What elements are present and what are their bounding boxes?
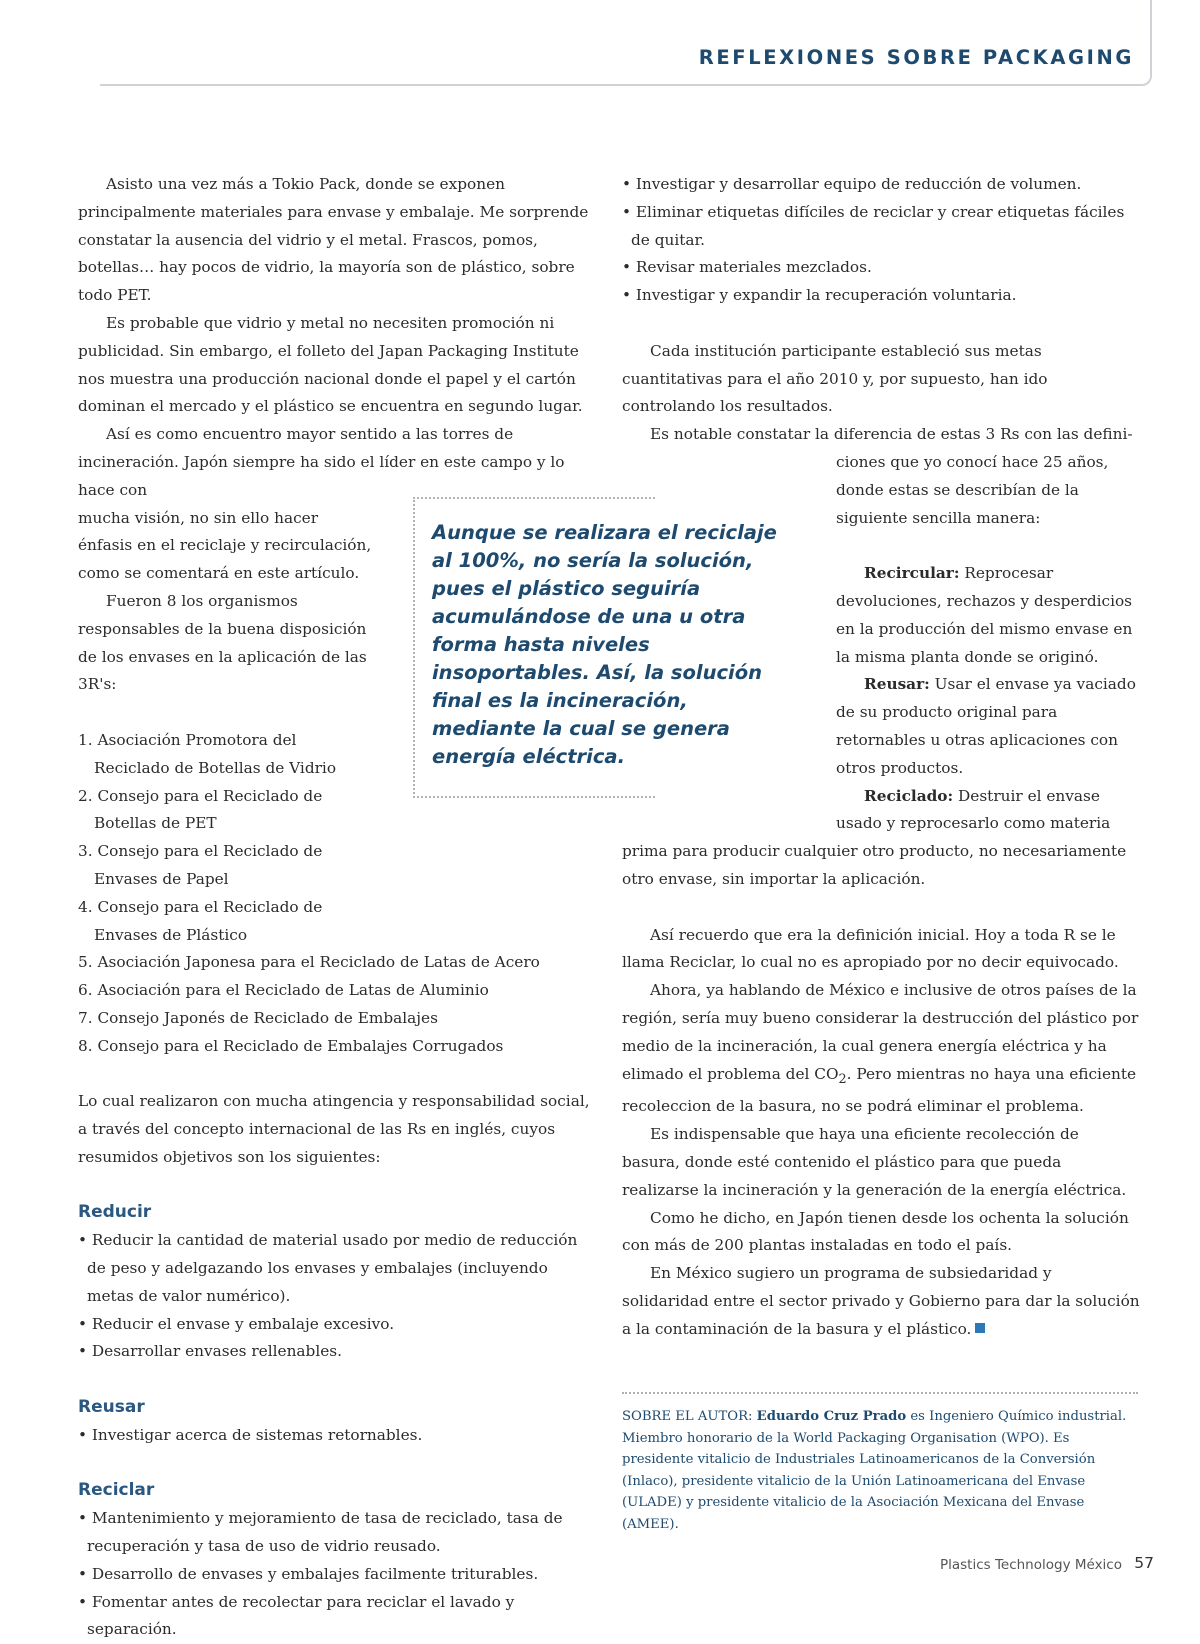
list-item: • Desarrollo de envases y embalajes facilmente triturables.: [78, 1564, 539, 1583]
paragraph: En México sugiero un programa de subsiedaridad y solidaridad entre el sector privado y Gobierno para dar la solución a la contaminación de la basura y el plástico.: [622, 1264, 1140, 1338]
end-mark-icon: [975, 1323, 985, 1333]
list-item: • Eliminar etiquetas difíciles de reciclar y crear etiquetas fáciles de quitar.: [622, 202, 1125, 249]
subheading-reducir: Reducir: [78, 1202, 152, 1223]
paragraph: Asisto una vez más a Tokio Pack, donde se exponen principalmente materiales para envase y embalaje. Me sorprende constatar la ausencia del vidrio y el metal. Frascos, pomos, botellas… hay pocos de vidrio, la mayoría son de plástico, sobre todo PET.: [78, 175, 589, 305]
list-item: • Investigar y desarrollar equipo de reducción de volumen.: [622, 175, 1082, 193]
paragraph: mucha visión, no sin ello hacer énfasis en el reciclaje y recirculación, como se comentará en este artículo.: [78, 508, 372, 583]
organisms-list-continued: [78, 949, 590, 1060]
subheading-reciclar: Reciclar: [78, 1480, 155, 1501]
header-frame: [100, 0, 1152, 86]
paragraph: Es notable constatar la diferencia de estas 3 Rs con las defini-: [650, 425, 1133, 444]
list-item: 6. Asociación para el Reciclado de Latas de Aluminio: [78, 981, 489, 1000]
list-item: 4. Consejo para el Reciclado de Envases de Plástico: [78, 897, 323, 944]
subheading-reusar: Reusar: [78, 1397, 145, 1418]
list-item: • Investigar acerca de sistemas retornables.: [78, 1425, 423, 1444]
list-item: 8. Consejo para el Reciclado de Embalajes Corrugados: [78, 1036, 504, 1055]
publication-name: Plastics Technology México: [939, 1557, 1122, 1573]
list-item: • Reducir el envase y embalaje excesivo.: [78, 1314, 395, 1333]
paragraph: Como he dicho, en Japón tienen desde los ochenta la solución con más de 200 plantas instaladas en todo el país.: [622, 1208, 1129, 1255]
definition-reciclado: Reciclado: Destruir el envase usado y reprocesarlo como materia: [836, 786, 1111, 833]
author-name: Eduardo Cruz Prado: [756, 1409, 907, 1424]
definition-term: Reusar:: [864, 675, 930, 694]
list-item: 1. Asociación Promotora del Reciclado de Botellas de Vidrio: [78, 730, 337, 777]
pull-quote: Aunque se realizara el reciclaje al 100%, no sería la solución, pues el plástico seguiría acumulándose de una u otra forma hasta niveles insoportables. Así, la solución final es la incineración, mediante la cual se genera energía eléctrica.: [432, 521, 777, 768]
list-item: • Desarrollar envases rellenables.: [78, 1342, 342, 1361]
paragraph: Lo cual realizaron con mucha atingencia y responsabilidad social, a través del concepto internacional de las Rs en inglés, cuyos resumidos objetivos son los siguientes:: [78, 1092, 590, 1166]
paragraph: Así recuerdo que era la definición inicial. Hoy a toda R se le llama Reciclar, lo cual no es apropiado por no decir equivocado.: [622, 925, 1119, 972]
list-item: 7. Consejo Japonés de Reciclado de Embalajes: [78, 1008, 438, 1027]
paragraph: Ahora, ya hablando de México e inclusive de otros países de la región, sería muy bueno considerar la destrucción del plástico por medio de la incineración, la cual genera energía eléctrica y ha elimado el problema del $CO_2$. Pero mientras no haya una eficiente recoleccion de la basura, no se podrá eliminar el problema.: [622, 981, 1139, 1116]
list-item: • Mantenimiento y mejoramiento de tasa de reciclado, tasa de recuperación y tasa de uso de vidrio reusado.: [78, 1509, 563, 1556]
list-item: 3. Consejo para el Reciclado de Envases de Papel: [78, 842, 323, 888]
page-number: 57: [1134, 1554, 1154, 1572]
definition-term: Reciclado:: [864, 786, 954, 805]
right-column: [622, 171, 1140, 1344]
paragraph: Así es como encuentro mayor sentido a las torres de incineración. Japón siempre ha sido el líder en este campo y lo hace con: [78, 425, 565, 499]
paragraph: Fueron 8 los organismos responsables de la buena disposición de los envases en la aplicación de las 3R's:: [78, 591, 367, 694]
definition-reusar: Reusar: Usar el envase ya vaciado de su producto original para retornables u otras aplicaciones con otros productos.: [836, 675, 1136, 777]
paragraph: prima para producir cualquier otro producto, no necesariamente otro envase, sin importar la aplicación.: [622, 842, 1127, 888]
author-bio: SOBRE EL AUTOR: Eduardo Cruz Prado es Ingeniero Químico industrial. Miembro honorario de la World Packaging Organisation (WPO). Es presidente vitalicio de Industriales Latinoamericanos de la Conversión (Inlaco), presidente vitalicio de la Unión Latinoamericana del Envase (ULADE) y presidente vitalicio de la Asociación Mexicana del Envase (AMEE).: [622, 1409, 1127, 1532]
left-column: [78, 171, 590, 1644]
organisms-list: [78, 727, 376, 949]
list-item: • Investigar y expandir la recuperación voluntaria.: [622, 286, 1017, 305]
section-title: REFLEXIONES SOBRE PACKAGING: [698, 46, 1134, 69]
list-item: 5. Asociación Japonesa para el Reciclado de Latas de Acero: [78, 953, 540, 972]
definitions-block: [836, 449, 1140, 838]
paragraph: Es probable que vidrio y metal no necesiten promoción ni publicidad. Sin embargo, el folleto del Japan Packaging Institute nos muestra una producción nacional donde el papel y el cartón dominan el mercado y el plástico se encuentra en segundo lugar.: [78, 313, 583, 416]
list-item: 2. Consejo para el Reciclado de Botellas de PET: [78, 786, 323, 833]
list-item: • Reducir la cantidad de material usado por medio de reducción de peso y adelgazando los envases y embalajes (incluyendo metas de valor numérico).: [78, 1231, 578, 1305]
paragraph: Cada institución participante estableció sus metas cuantitativas para el año 2010 y, por supuesto, han ido controlando los resultados.: [622, 341, 1048, 416]
list-item: • Revisar materiales mezclados.: [622, 258, 872, 277]
paragraph: Es indispensable que haya una eficiente recolección de basura, donde esté contenido el plástico para que pueda realizarse la incineración y la generación de la energía eléctrica.: [622, 1125, 1127, 1199]
list-item: • Fomentar antes de recolectar para reciclar el lavado y separación.: [78, 1592, 515, 1639]
definition-recircular: Recircular: Reprocesar devoluciones, rechazos y desperdicios en la producción del mismo envase en la misma planta donde se originó.: [836, 564, 1133, 666]
author-divider: [622, 1392, 1138, 1394]
paragraph: ciones que yo conocí hace 25 años, donde estas se describían de la siguiente sencilla manera:: [836, 452, 1109, 527]
definition-term: Recircular:: [864, 564, 960, 583]
